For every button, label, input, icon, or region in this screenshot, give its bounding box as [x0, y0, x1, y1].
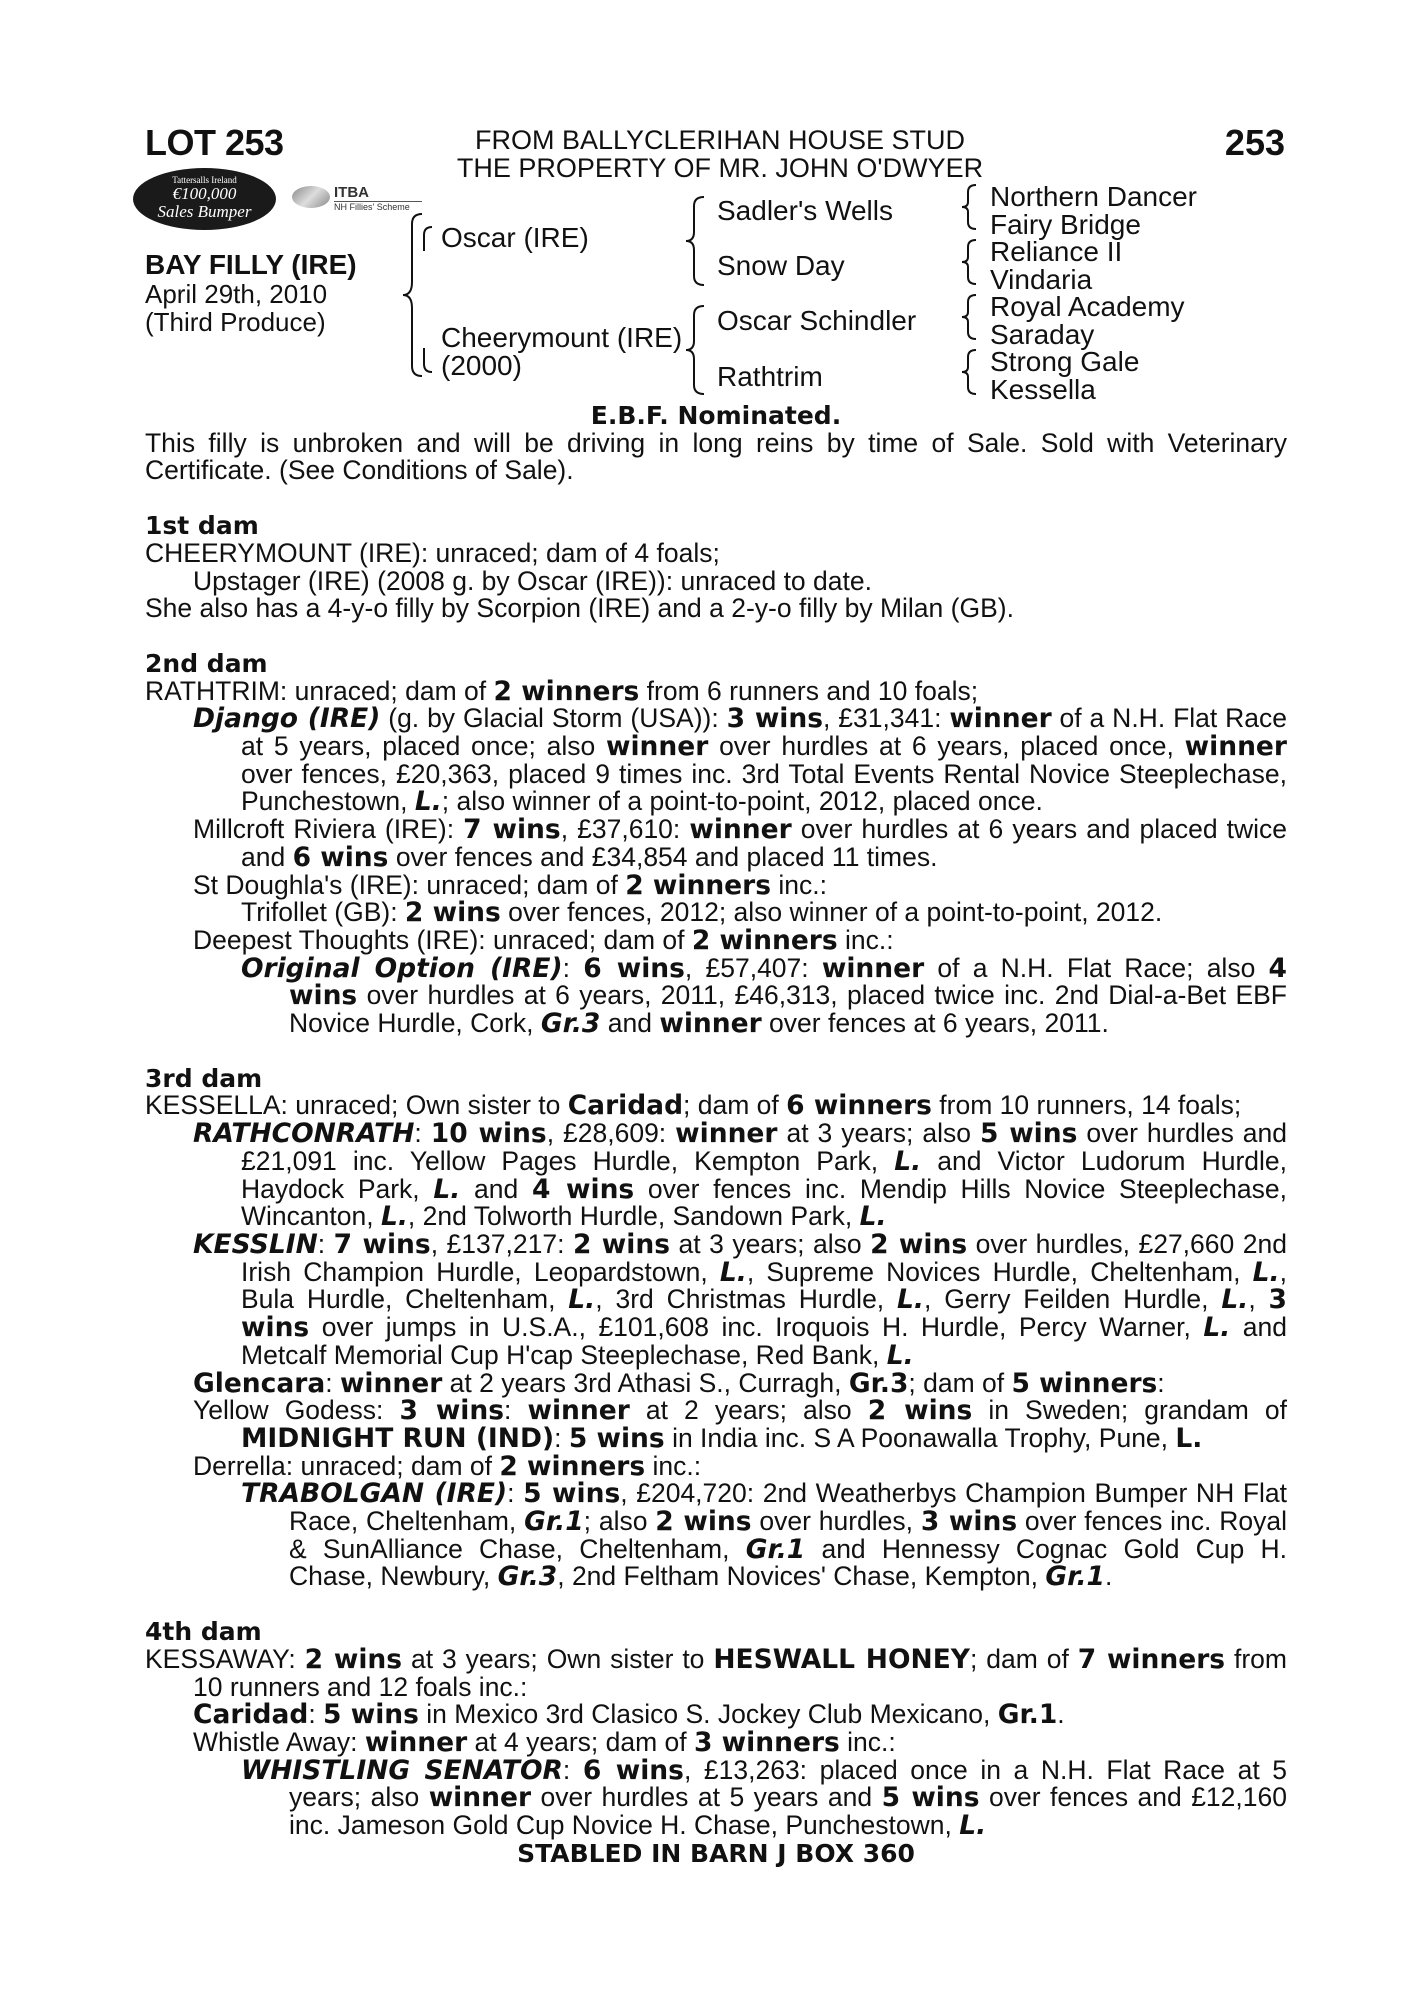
first-dam-produce: Upstager (IRE) (2008 g. by Oscar (IRE)): unraced to date.: [193, 565, 872, 596]
pedigree-dam-dam: Rathtrim: [717, 361, 823, 392]
third-dam-entry-derrella: Derrella: unraced; dam of 2 winners inc.:: [193, 1450, 702, 1482]
dam-line-brace: [684, 303, 710, 397]
itba-emblem-icon: [292, 186, 330, 208]
fourth-dam-line: KESSAWAY: 2 wins at 3 years; Own sister to HESWALL HONEY; dam of 7 winners from 10 runners and 12 foals inc.:: [145, 1643, 1287, 1702]
horse-title: BAY FILLY (IRE): [145, 249, 357, 280]
badge-line-2: €100,000: [172, 184, 237, 203]
pedigree-g7: Strong Gale: [990, 346, 1140, 377]
horse-dob: April 29th, 2010: [145, 279, 328, 309]
first-dam-line: CHEERYMOUNT (IRE): unraced; dam of 4 foals;: [145, 537, 720, 568]
fourth-dam-entry-whistling-senator: WHISTLING SENATOR: 6 wins, £13,263: placed once in a N.H. Flat Race at 5 years; also winner over hurdles at 5 years and 5 wins over fences and £12,160 inc. Jameson Gold Cup Novice H. Chase, Punchestown, L.: [241, 1754, 1288, 1842]
pedigree-sire: Oscar (IRE): [441, 222, 589, 253]
second-dam-entry-trifollet: Trifollet (GB): 2 wins over fences, 2012; also winner of a point-to-point, 2012.: [241, 897, 1163, 929]
second-dam-entry-django: Django (IRE) (g. by Glacial Storm (USA)): 3 wins, £31,341: winner of a N.H. Flat Race at 5 years, placed once; also winner over hurdles at 6 years, placed once, winner over fences, £20,363, placed 9 times inc. 3rd Total Events Rental Novice Steeplechase, Punchestown, L.; also winner of a point-to-point, 2012, placed once.: [193, 703, 1287, 818]
itba-subtitle: NH Fillies' Scheme: [334, 202, 410, 212]
fourth-dam-entry-caridad: Caridad: 5 wins in Mexico 3rd Clasico S. Jockey Club Mexicano, Gr.1.: [193, 1699, 1065, 1731]
third-dam-entry-yellow-godess: Yellow Godess: 3 wins: winner at 2 years; also 2 wins in Sweden; grandam of MIDNIGHT RUN (IND): 5 wins in India inc. S A Poonawalla Trophy, Pune, L.: [193, 1395, 1288, 1454]
first-dam-other: She also has a 4-y-o filly by Scorpion (IRE) and a 2-y-o filly by Milan (GB).: [145, 593, 1014, 624]
pedigree-dam-sire: Oscar Schindler: [717, 305, 917, 336]
first-dam-heading: 1st dam: [145, 511, 259, 541]
ebf-nominated: E.B.F. Nominated.: [590, 401, 842, 430]
pedigree-sire-dam: Snow Day: [717, 250, 845, 281]
catalogue-body: [145, 402, 1287, 1867]
third-dam-entry-kesslin: KESSLIN: 7 wins, £137,217: 2 wins at 3 years; also 2 wins over hurdles, £27,660 2nd Irish Champion Hurdle, Leopardstown, L., Supreme Novices Hurdle, Cheltenham, L., Bula Hurdle, Cheltenham, L., 3rd Christmas Hurdle, L., Gerry Feilden Hurdle, L., 3 wins over jumps in U.S.A., £101,608 inc. Iroquois H. Hurdle, Percy Warner, L. and Metcalf Memorial Cup H'cap Steeplechase, Red Bank, L.: [193, 1228, 1287, 1371]
fourth-dam-heading: 4th dam: [145, 1617, 262, 1647]
lot-label: LOT 253: [145, 122, 284, 163]
second-dam-entry-stdoughlas: St Doughla's (IRE): unraced; dam of 2 winners inc.:: [193, 869, 827, 901]
second-dam-line: RATHTRIM: unraced; dam of 2 winners from 6 runners and 10 foals;: [145, 675, 979, 707]
second-dam-entry-original-option: Original Option (IRE): 6 wins, £57,407: winner of a N.H. Flat Race; also 4 wins over hurdles at 6 years, 2011, £46,313, placed twice inc. 2nd Dial-a-Bet EBF Novice Hurdle, Cork, Gr.3 and winner over fences at 6 years, 2011.: [241, 952, 1287, 1040]
itba-logo: [292, 184, 410, 212]
consignor-line-2: THE PROPERTY OF MR. JOHN O'DWYER: [456, 153, 984, 183]
lot-number: 253: [1224, 122, 1285, 163]
third-dam-heading: 3rd dam: [145, 1063, 263, 1093]
third-dam-line: KESSELLA: unraced; Own sister to Caridad; dam of 6 winners from 10 runners, 14 foals;: [145, 1090, 1242, 1122]
pedigree-g1: Northern Dancer: [990, 181, 1197, 212]
sire-brace-stub: [416, 225, 436, 253]
pedigree-g3: Reliance II: [990, 236, 1123, 267]
fourth-dam-entry-whistle-away: Whistle Away: winner at 4 years; dam of 3 winners inc.:: [193, 1726, 896, 1758]
badge-line-1: Tattersalls Ireland: [172, 175, 237, 185]
pedigree-sire-sire: Sadler's Wells: [717, 195, 893, 226]
horse-produce: (Third Produce): [145, 307, 326, 337]
pedigree-dam: Cheerymount (IRE): [441, 322, 683, 353]
sire-line-brace: [684, 194, 710, 288]
pedigree-dam-year: (2000): [441, 350, 522, 381]
grandparents-braces: [958, 182, 980, 404]
pedigree-g8: Kessella: [990, 374, 1096, 405]
dam-brace-stub: [416, 346, 436, 376]
third-dam-entry-rathconrath: RATHCONRATH: 10 wins, £28,609: winner at 3 years; also 5 wins over hurdles and £21,091 inc. Yellow Pages Hurdle, Kempton Park, L. and Victor Ludorum Hurdle, Haydock Park, L. and 4 wins over fences inc. Mendip Hills Novice Steeplechase, Wincanton, L., 2nd Tolworth Hurdle, Sandown Park, L.: [193, 1118, 1287, 1233]
consignor-line-1: FROM BALLYCLERIHAN HOUSE STUD: [474, 125, 966, 155]
pedigree-g6: Saraday: [990, 319, 1095, 350]
second-dam-entry-deepest: Deepest Thoughts (IRE): unraced; dam of 2 winners inc.:: [193, 924, 894, 956]
third-dam-entry-trabolgan: TRABOLGAN (IRE): 5 wins, £204,720: 2nd Weatherbys Champion Bumper NH Flat Race, Cheltenham, Gr.1; also 2 wins over hurdles, 3 wins over fences inc. Royal & SunAlliance Chase, Cheltenham, Gr.1 and Hennessy Cognac Gold Cup H. Chase, Newbury, Gr.3, 2nd Feltham Novices' Chase, Kempton, Gr.1.: [241, 1478, 1287, 1593]
stable-location: STABLED IN BARN J BOX 360: [517, 1838, 915, 1868]
second-dam-heading: 2nd dam: [145, 648, 268, 678]
itba-title: ITBA: [334, 184, 369, 201]
intro-paragraph: This filly is unbroken and will be driving in long reins by time of Sale. Sold with Veterinary Certificate. (See Conditions of Sale).: [145, 427, 1287, 486]
sales-bumper-badge: [133, 168, 276, 230]
badge-line-3: Sales Bumper: [157, 202, 252, 221]
pedigree-g5: Royal Academy: [990, 291, 1185, 322]
third-dam-entry-glencara: Glencara: winner at 2 years 3rd Athasi S., Curragh, Gr.3; dam of 5 winners:: [193, 1367, 1165, 1399]
pedigree-g2: Fairy Bridge: [990, 209, 1141, 240]
pedigree-g4: Vindaria: [990, 264, 1093, 295]
second-dam-entry-millcroft: Millcroft Riviera (IRE): 7 wins, £37,610: winner over hurdles at 6 years and placed twice and 6 wins over fences and £34,854 and placed 11 times.: [193, 814, 1288, 873]
